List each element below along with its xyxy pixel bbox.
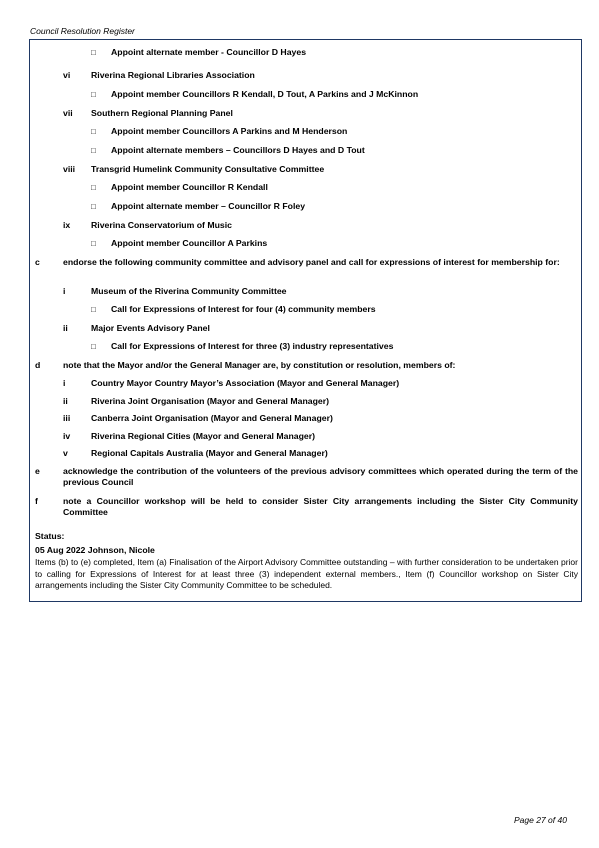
item-letter: f <box>35 496 38 506</box>
bullet-box-icon: □ <box>91 127 96 136</box>
bullet-box-icon: □ <box>91 239 96 248</box>
item-text: note a Councillor workshop will be held to consider Sister City arrangements including the Sister City Community Committee <box>63 496 578 517</box>
item-number: v <box>63 448 68 458</box>
bullet-box-icon: □ <box>91 202 96 211</box>
status-label: Status: <box>35 531 65 541</box>
bullet-box-icon: □ <box>91 305 96 314</box>
page-header: Council Resolution Register <box>30 26 135 36</box>
list-item: □ Call for Expressions of Interest for three (3) industry representatives <box>91 341 394 351</box>
item-title: Southern Regional Planning Panel <box>91 108 233 118</box>
item-number: i <box>63 286 66 296</box>
status-entry-text: Items (b) to (e) completed, Item (a) Finalisation of the Airport Advisory Committee outstanding – with further consideration to be undertaken prior to calling for Expressions of Interest for at least three (3) independent external members., Item (f) Councillor workshop on Sister City arrangements including the Sister City Community Committee to be scheduled. <box>35 557 578 590</box>
item-number: iii <box>63 413 71 423</box>
item-title: Major Events Advisory Panel <box>91 323 210 333</box>
item-text: acknowledge the contribution of the volunteers of the previous advisory committees which operated during the term of the previous Council <box>63 466 578 487</box>
item-title: Canberra Joint Organisation (Mayor and General Manager) <box>91 413 333 423</box>
item-text: endorse the following community committee and advisory panel and call for expressions of interest for membership for: <box>63 257 560 267</box>
item-number: ii <box>63 396 68 406</box>
bullet-box-icon: □ <box>91 146 96 155</box>
list-item: □ Appoint alternate member – Councillor R Foley <box>91 201 306 211</box>
list-item: □ Appoint alternate members – Councillors D Hayes and D Tout <box>91 145 365 155</box>
list-item: □ Appoint alternate member - Councillor D Hayes <box>91 47 307 57</box>
list-item: □ Call for Expressions of Interest for four (4) community members <box>91 304 376 314</box>
item-number: i <box>63 378 66 388</box>
item-title: Riverina Conservatorium of Music <box>91 220 232 230</box>
item-text: note that the Mayor and/or the General Manager are, by constitution or resolution, members of: <box>63 360 456 370</box>
list-item: □ Appoint member Councillor A Parkins <box>91 238 268 248</box>
page-number: Page 27 of 40 <box>514 815 567 825</box>
item-number: iv <box>63 431 71 441</box>
item-title: Transgrid Humelink Community Consultative Committee <box>91 164 325 174</box>
item-letter: c <box>35 257 40 267</box>
item-number: vi <box>63 70 71 80</box>
item-title: Riverina Regional Libraries Association <box>91 70 255 80</box>
item-title: Country Mayor Country Mayor’s Association (Mayor and General Manager) <box>91 378 400 388</box>
item-number: vii <box>63 108 73 118</box>
bullet-box-icon: □ <box>91 342 96 351</box>
bullet-box-icon: □ <box>91 48 96 57</box>
status-entry-header: 05 Aug 2022 Johnson, Nicole <box>35 545 155 555</box>
item-title: Riverina Regional Cities (Mayor and General Manager) <box>91 431 316 441</box>
bullet-box-icon: □ <box>91 183 96 192</box>
list-item: □ Appoint member Councillors R Kendall, D Tout, A Parkins and J McKinnon <box>91 89 419 99</box>
item-title: Museum of the Riverina Community Committee <box>91 286 287 296</box>
item-number: ii <box>63 323 68 333</box>
bullet-box-icon: □ <box>91 90 96 99</box>
list-item: □ Appoint member Councillor R Kendall <box>91 182 268 192</box>
list-item: □ Appoint member Councillors A Parkins and M Henderson <box>91 126 348 136</box>
item-letter: e <box>35 466 40 476</box>
item-number: ix <box>63 220 71 230</box>
item-number: viii <box>63 164 76 174</box>
item-title: Regional Capitals Australia (Mayor and General Manager) <box>91 448 328 458</box>
item-title: Riverina Joint Organisation (Mayor and General Manager) <box>91 396 329 406</box>
item-letter: d <box>35 360 41 370</box>
